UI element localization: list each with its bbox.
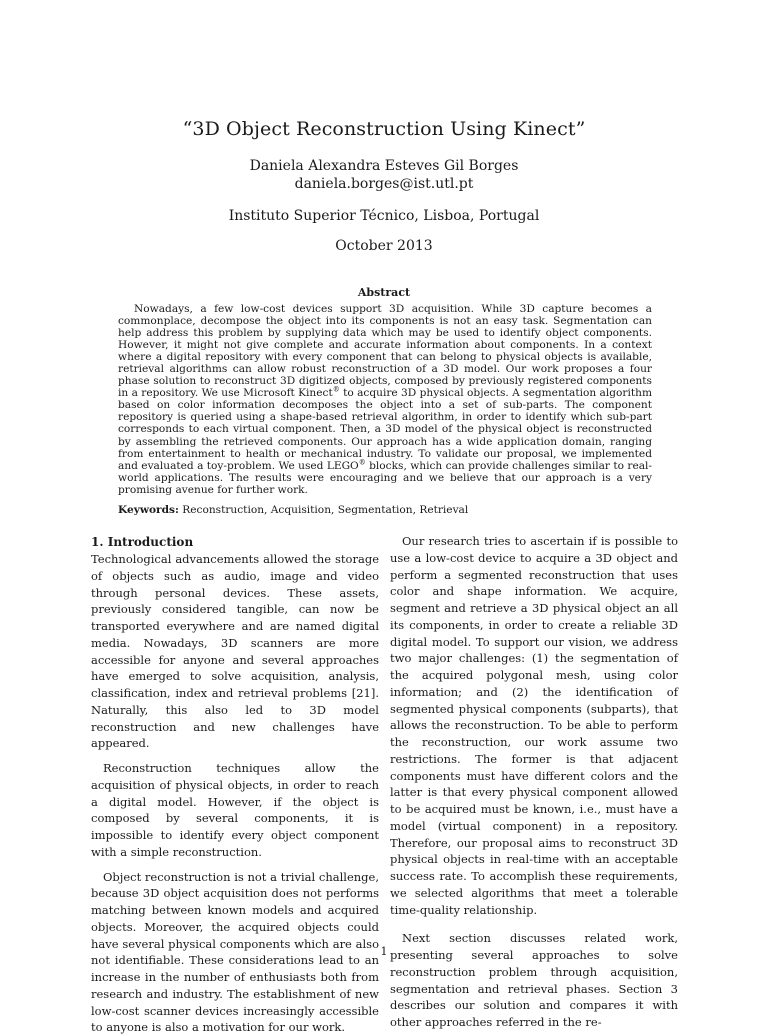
registered-mark: ® <box>359 458 366 466</box>
paper-title: “3D Object Reconstruction Using Kinect” <box>0 118 768 140</box>
abstract-part-1: Nowadays, a few low-cost devices support 3D acquisition. While 3D capture becomes a commonplace, decompose the object into its components is not an easy task. Segmentation can help address this problem by supplying data which may be used to identify object components. However, it might not give complete and accurate information about components. In a context where a digital repository with every component that can belong to physical objects is available, retrieval algorithms can allow robust reconstruction of a 3D model. Our work proposes a four phase solution to reconstruct 3D digitized objects, composed by previously registered components in a repository. We use Microsoft Kinect <box>118 303 652 399</box>
abstract-text <box>118 303 652 496</box>
intro-paragraph-2: Reconstruction techniques allow the acquisition of physical objects, in order to reach a digital model. However, if the object is composed by several components, it is impossible to identify every object component with a simple reconstruction. <box>91 760 379 861</box>
abstract-heading: Abstract <box>0 286 768 299</box>
author-email: daniela.borges@ist.utl.pt <box>0 176 768 192</box>
author-name: Daniela Alexandra Esteves Gil Borges <box>0 158 768 174</box>
intro-paragraph-1: Technological advancements allowed the storage of objects such as audio, image and video through personal devices. These assets, previously considered tangible, can now be transported everywhere and are named digital media. Nowadays, 3D scanners are more accessible for anyone and several approaches have emerged to solve acquisition, analysis, classification, index and retrieval problems [21]. Naturally, this also led to 3D model reconstruction and new challenges have appeared. <box>91 551 379 752</box>
section-heading-introduction: 1. Introduction <box>91 534 379 550</box>
publication-date: October 2013 <box>0 238 768 254</box>
keywords-list: Reconstruction, Acquisition, Segmentation, Retrieval <box>179 504 468 516</box>
keywords-line <box>118 504 652 516</box>
intro-paragraph-3: Object reconstruction is not a trivial challenge, because 3D object acquisition does not performs matching between known models and acquired objects. Moreover, the acquired objects could have several physical components which are also not identifiable. These considerations lead to an increase in the number of enthusiasts both from research and industry. The establishment of new low-cost scanner devices increasingly accessible to anyone is also a motivation for our work. <box>91 869 379 1036</box>
abstract-part-2: to acquire 3D physical objects. A segmentation algorithm based on color information decomposes the object into a set of sub-parts. The component repository is queried using a shape-based retrieval algorithm, in order to identify which sub-part corresponds to each virtual component. Then, a 3D model of the physical object is reconstructed by assembling the retrieved components. Our approach has a wide application domain, ranging from entertainment to health or mechanical industry. To validate our proposal, we implemented and evaluated a toy-problem. We used LEGO <box>118 387 652 471</box>
left-column <box>91 534 379 1036</box>
intro-paragraph-4: Our research tries to ascertain if is possible to use a low-cost device to acquire a 3D object and perform a segmented reconstruction that uses color and shape information. We acquire, segment and retrieve a 3D physical object an all its components, in order to create a reliable 3D digital model. To support our vision, we address two major challenges: (1) the segmentation of the acquired polygonal mesh, using color information; and (2) the identification of segmented physical components (subparts), that allows the reconstruction. To be able to perform the reconstruction, our work assume two restrictions. The former is that adjacent components must have different colors and the latter is that every physical component allowed to be acquired must be known, i.e., must have a model (virtual component) in a repository. Therefore, our proposal aims to reconstruct 3D physical objects in real-time with an acceptable success rate. To accomplish these requirements, we selected algorithms that meet a tolerable time-quality relationship. <box>390 533 678 918</box>
page-number: 1 <box>0 945 768 958</box>
registered-mark: ® <box>333 386 340 394</box>
abstract-part-3: blocks, which can provide challenges similar to real-world applications. The results were encouraging and we believe that our approach is a very promising avenue for further work. <box>118 460 652 496</box>
keywords-label: Keywords: <box>118 504 179 516</box>
author-affiliation: Instituto Superior Técnico, Lisboa, Portugal <box>0 208 768 224</box>
intro-paragraph-5: Next section discusses related work, presenting several approaches to solve reconstruction problem through acquisition, segmentation and retrieval phases. Section 3 describes our solution and compares it with other approaches referred in the re- <box>390 930 678 1031</box>
